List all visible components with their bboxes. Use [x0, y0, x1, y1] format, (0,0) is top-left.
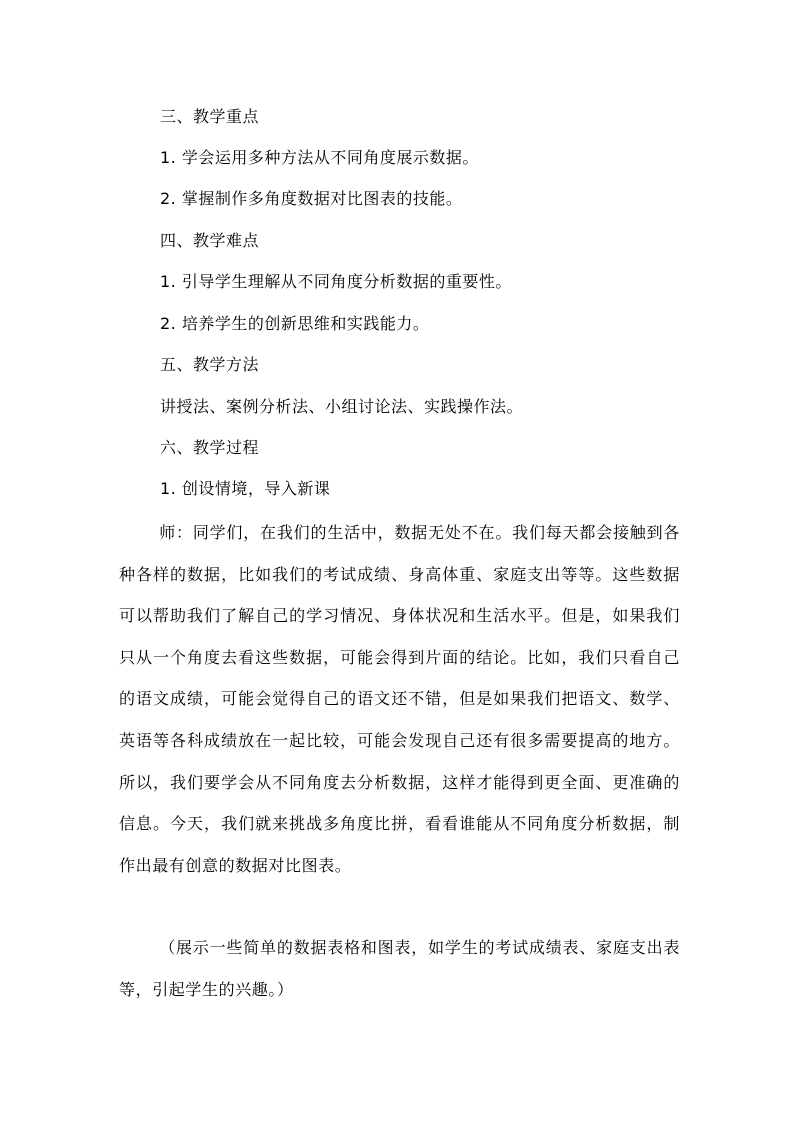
- note-paragraph: [119, 927, 680, 1010]
- section-heading-difficulties: 四、教学难点: [160, 231, 260, 250]
- section-heading-key-points: 三、教学重点: [160, 107, 260, 126]
- teacher-paragraph: [119, 512, 680, 886]
- section-heading-process: 六、教学过程: [160, 438, 260, 457]
- key-point-2: 2. 掌握制作多角度数据对比图表的技能。: [160, 189, 463, 208]
- teacher-paragraph-text: 师：同学们，在我们的生活中，数据无处不在。我们每天都会接触到各种各样的数据，比如我们的考试成绩、身高体重、家庭支出等等。这些数据可以帮助我们了解自己的学习情况、身体状况和生活水平。但是，如果我们只从一个角度去看这些数据，可能会得到片面的结论。比如，我们只看自己的语文成绩，可能会觉得自己的语文还不错，但是如果我们把语文、数学、英语等各科成绩放在一起比较，可能会发现自己还有很多需要提高的地方。所以，我们要学会从不同角度去分析数据，这样才能得到更全面、更准确的信息。今天，我们就来挑战多角度比拼，看看谁能从不同角度分析数据，制作出最有创意的数据对比图表。: [119, 523, 680, 875]
- process-step-1: 1. 创设情境，导入新课: [160, 479, 331, 498]
- key-point-1: 1. 学会运用多种方法从不同角度展示数据。: [160, 148, 479, 167]
- methods-text: 讲授法、案例分析法、小组讨论法、实践操作法。: [160, 397, 524, 416]
- note-paragraph-text: （展示一些简单的数据表格和图表，如学生的考试成绩表、家庭支出表等，引起学生的兴趣。）: [119, 938, 680, 999]
- difficulty-2: 2. 培养学生的创新思维和实践能力。: [160, 314, 430, 333]
- section-heading-methods: 五、教学方法: [160, 355, 260, 374]
- difficulty-1: 1. 引导学生理解从不同角度分析数据的重要性。: [160, 272, 512, 291]
